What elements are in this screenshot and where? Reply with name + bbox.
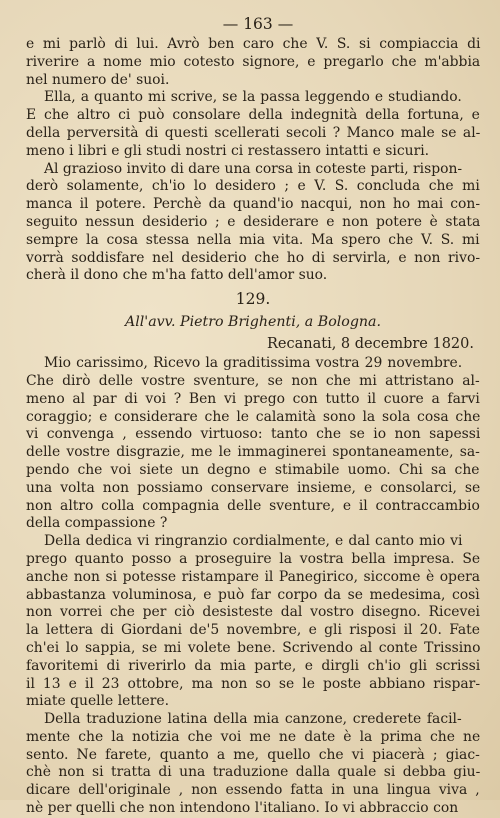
letter-continuation <box>26 36 480 285</box>
text-line: prego quanto posso a proseguire la vostra bella impresa. Se <box>26 550 481 567</box>
text-line: nè per quelli che non intendono l'italiano. Io vi abbraccio con <box>26 800 459 817</box>
text-line: Al grazioso invito di dare una corsa in coteste parti, rispon- <box>44 160 463 177</box>
letter-addressee: All'avv. Pietro Brighenti, a Bologna. <box>124 314 382 331</box>
paragraph <box>26 711 480 818</box>
text-line: coraggio; e considerare che le calamità sono la sola cosa che <box>26 408 481 425</box>
page-number: — 163 — <box>222 15 294 33</box>
text-line: nel numero de' suoi. <box>26 71 170 88</box>
text-line: riverire a nome mio cotesto signore, e pregarlo che m'abbia <box>26 53 481 70</box>
text-line: meno i libri e gli studi nostri ci restassero intatti e sicuri. <box>26 142 430 159</box>
text-line: Della dedica vi ringranzio cordialmente, e dal canto mio vi <box>44 533 463 550</box>
text-line: della perversità di questi scellerati secoli ? Manco male se al- <box>26 124 481 141</box>
letter-body <box>26 355 480 818</box>
text-line: vorrà soddisfare nel desiderio che ho di servirla, e non rivo- <box>26 249 481 266</box>
text-line: manca il potere. Perchè da quand'io nacqui, non ho mai con- <box>26 196 481 213</box>
paragraph <box>26 161 480 286</box>
text-line: la lettera di Giordani de'5 novembre, e gli risposi il 20. Fate <box>26 622 480 639</box>
text-line: Ella, a quanto mi scrive, se la passa leggendo e studiando. <box>44 89 462 106</box>
text-line: chè non si tratta di una traduzione dalla quale si debba giu- <box>26 764 481 781</box>
text-line: della compassione ? <box>26 515 168 532</box>
text-line: dicare dell'originale , non essendo fatta in una lingua viva , <box>26 782 480 799</box>
text-line: miate quelle lettere. <box>26 693 170 710</box>
text-line: Che dirò delle vostre sventure, se non che mi attristano al- <box>26 372 480 389</box>
text-line: mente che la notizia che voi me ne date è la prima che ne <box>26 728 481 745</box>
text-line: delle vostre disgrazie, me le immaginerei spontaneamente, sa- <box>26 444 480 461</box>
text-line: cherà il dono che m'ha fatto dell'amor suo. <box>26 267 328 284</box>
text-line: anche non si potesse ristampare il Panegirico, siccome è opera <box>26 568 481 585</box>
paragraph <box>26 89 480 160</box>
text-line: favoritemi di riverirlo da mia parte, e dirgli ch'io gli scrissi <box>26 657 481 674</box>
text-line: ch'ei lo sappia, se mi volete bene. Scrivendo al conte Trissino <box>26 639 481 656</box>
text-line: e mi parlò di lui. Avrò ben caro che V. S. si compiaccia di <box>26 36 481 52</box>
paragraph <box>26 36 480 89</box>
paragraph <box>26 533 480 711</box>
text-line: sento. Ne farete, quanto a me, quello che vi piacerà ; giac- <box>26 746 480 763</box>
text-line: seguito nessun desiderio ; e desiderare e non potere è stata <box>26 213 481 230</box>
text-line: sempre la cosa stessa nella mia vita. Ma spero che V. S. mi <box>26 231 480 248</box>
text-line: derò solamente, ch'io lo desidero ; e V. S. concluda che mi <box>26 178 480 195</box>
text-line: pendo che voi siete un degno e stimabile uomo. Chi sa che <box>26 461 480 478</box>
text-line: il 13 e il 23 ottobre, ma non so se le poste abbiano rispar- <box>26 675 481 692</box>
text-line: abbastanza voluminosa, e può far corpo da se medesima, così <box>26 586 480 603</box>
text-line: meno al par di voi ? Ben vi prego con tutto il cuore a farvi <box>26 390 480 407</box>
letter-number: 129. <box>235 290 271 309</box>
text-line: Della traduzione latina della mia canzone, crederete facil- <box>44 711 462 728</box>
paragraph <box>26 355 480 533</box>
text-line: vi convenga , essendo virtuoso: tanto che se io non sapessi <box>26 426 481 443</box>
text-line: una volta non possiamo conservare insieme, e consolarci, se <box>26 479 481 496</box>
text-line: non altro colla compagnia delle sventure, e il contraccambio <box>26 497 480 514</box>
text-line: E che altro ci può consolare della indegnità della fortuna, e <box>26 107 480 124</box>
letter-dateline: Recanati, 8 decembre 1820. <box>267 336 474 353</box>
text-line: non vorrei che per ciò desisteste dal vostro disegno. Ricevei <box>26 604 480 621</box>
text-line: Mio carissimo, Ricevo la graditissima vostra 29 novembre. <box>44 355 463 372</box>
